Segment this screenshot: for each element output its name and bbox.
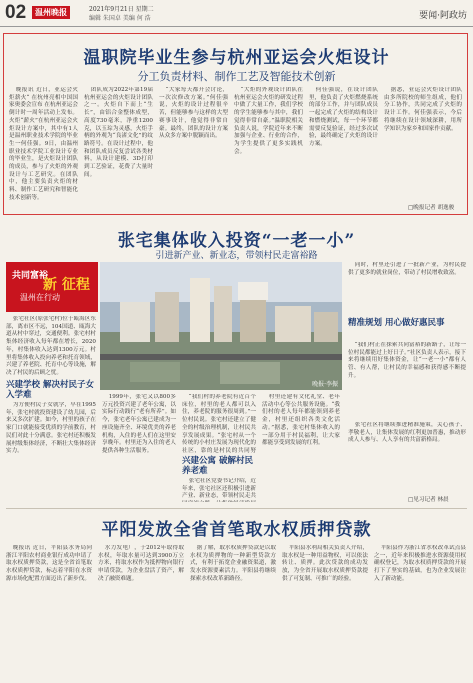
headline-zhangzhai: 张宅集体收入投资“一老一小” [117,231,356,251]
banner-line: 温州在行动 [20,293,60,302]
byline: □晚报记者 胡逸骏 [408,205,455,211]
article-column: 平阳县作为浙江省水权改革试点县之一，近年来积极推进水资源使用权确权登记，为取水权质押贷款的开展打下了坚实的基础，也为企业发展注入了新动能。 [374,545,466,582]
byline: □见习记者 林晨 [408,497,449,503]
masthead [0,0,473,27]
article-column: “大炬的外观设计团队在杭州亚运会火炬的研发过程中做了大量工作，我们学校的学生能够参与其中，我们觉得非常自豪。”温职院相关负责人说，学院近年来不断加强与企业、行业的合作，为学生提供了更多实践机会。 [234,87,303,155]
article-column: 1999年，张宅又以800多万元投资兴建了老年公寓，以实际行动践行“老有所养”。如今，张宅老年公寓已建成为一座设施齐全、环境优美的养老机构，入住的老人们在这里安享晚年。村里还为入住的老人提供各种生活服务。 [102,394,176,454]
article-column: 张宅社区(原张宅村)位于瓯海区东部，离市区不远，104国道、瓯海大道从村中穿过，交通便利。张宅村村集体经济收入每年都在增长，2020年，村集体收入达到1300万元。村里将集体收入投向养老和托育领域，兴建了养老院、托育中心等设施，解决了村民的后顾之忧。 [6,316,96,376]
newspaper-logo: 温州晚报 [32,6,70,19]
article-column: 据悉，亚运会火炬设计团队由多所院校的师生组成，他们分工协作，共同完成了火炬的设计工作。何佳强表示，今后将继续在设计领域深耕，用所学知识为家乡和国家作贡献。 [384,87,462,132]
subhead: 兴建公寓 破解村民养老难 [182,456,253,476]
subheadline-zhangzhai: 引进新产业、新业态，带领村民走富裕路 [155,251,318,261]
article-column: 为方便村民子女就学，早在1995年，张宅村就投资建设了幼儿园，后来又多次扩建。如今，村里的孩子在家门口就能接受优质的学前教育，村民们对此十分满意。张宅村还积极发展村级集体经济，不断壮大集体经济实力。 [6,402,96,455]
article-column: “我们村的养老院有近百个床位，村里的老人都可以入住，养老院的服务很周到。”一位村民说。张宅村还建立了健全的村级治理机制，让村民共享发展成果。“张宅村从一个传统的小村庄发展为现代化的社区，靠的是村民的共同努 [182,394,256,454]
article-column: 张宅社区将继续推进精准施策，关心孩子、孝敬老人，让集体发展的红利更加普惠，推动形成人人参与、人人享有的共富新格局。 [348,422,466,444]
photo-illustration [100,262,342,390]
article-column: 张宅社区党委书记介绍，近年来，张宅社区还积极引进新产业、新业态，带领村民走共 [182,478,256,500]
article-column: 晚报讯 近日，亚运会火炬薪火“ 在杭州亮相中国国家奥委会宣布 在杭州亚运会倒计时一周年活动上发布。火炬“薪火”在杭州亚运会火炬设计方案中，其中有1人是温州职业技术学院的毕业生一何佳强。9日，由温州职业技术学院工业设计专业的毕业生，是火炬设计团队的成员，参与了火炬的外观设计与工艺研究。在团队中，他主要负责火炬的材料、制作工艺研究和智能化技术创新等。 [9,87,78,201]
subheadline-torch-design: 分工负责材料、制作工艺及智能技术创新 [137,70,336,83]
article-column: “大家每天都开会讨论，一次次修改方案。”何佳强说，火炬的设计过程很辛苦，但能够参与这样的大型赛事设计，他觉得非常自豪。最终，团队的设计方案从众多方案中脱颖而出。 [159,87,228,140]
article-column: 平阳县水利局相关负责人介绍，取水权是一种用益物权，可以依法转让、质押。此次贷款的成功发放，为全省开展取水权质押贷款提供了可复制、可推广的经验。 [282,545,368,582]
aerial-photo [100,262,342,390]
banner-line: 新 征程 [43,277,90,293]
article-column: 晚报讯 近日，平阳县水务局向浙江平阳农村商业银行成功申请了取水权质押贷款，这是全省首笔取水权质押贷款，标志着平阳在水资源市场化配置方面迈出了新步伐。 [6,545,92,582]
subhead: 精准规划 用心做好惠民事 [348,318,445,328]
page-number: 02 [5,2,27,23]
article-column: 据了解，取水权质押贷款是以取水权为质押物的一种新型贷款方式，有利于拓宽企业融资渠道，激发水资源要素活力。平阳县将继续探索水权改革新路径。 [190,545,276,582]
banner-line: 共同富裕 [12,271,49,281]
article-column: 同时，村里还引进了一批新产业，为村民提供了更多的就业岗位，带动了村民增收致富。 [348,262,466,276]
issue-date: 2021年9月21日 星期二 [89,6,154,13]
editors-credit: 编辑 朱国卓 美编 何 浩 [89,15,151,22]
divider [6,508,467,509]
headline-torch-design: 温职院毕业生参与杭州亚运会火炬设计 [83,48,390,68]
subhead: 兴建学校 解决村民子女入学难 [6,380,94,400]
headline-water-rights: 平阳发放全省首笔取水权质押贷款 [101,520,372,540]
photo-credit: 晚报·李振 [312,381,338,388]
column-banner [6,262,98,312]
article-column: 何佳强说，在设计团队里，他负责了火炬燃烧系统的部分工作，并与团队成员一起完成了火炬的结构设计和燃烧测试，每一个环节都需要反复验证，经过多次试验，最终确定了火炬的设计方案。 [309,87,378,147]
article-column: 村里还建有文化礼堂、老年活动中心等公共服务设施。“我们村的老人每年都能领到养老金，村里还组织各类文化活动。”据悉，张宅村集体收入的一部分用于村民福利，让大家都能享受到发展的红利。 [262,394,340,447]
article-column: 团队成为2022年第19届杭州亚运会的火炬设计团队之一。火炬自下而上“生长”，由铝合金整体成型，高度730毫米，净重1200克，以玉琮为灵感，火炬手柄的外观为“良渚文化”的纹路符号。在设计过程中，他和团队成员反复尝试各类材料，从设计建模、3D打印到工艺验证，花费了大量时间。 [84,87,153,178]
section-name: 要闻·阿政坊 [419,11,467,21]
article-column: “我们村正在探索共同富裕的新路子，让每一位村民都能过上好日子。”社区负责人表示，接下来将继续用好集体资金，让“一老一小”都有人管、有人帮，让村民的幸福感和获得感不断提升。 [348,342,466,379]
article-column: 水力发电厂，于2012年取得取水权，年取水量可达到3900万立方米，将取水权作为抵押物向银行申请贷款，为企业盘活了资产，解决了融资难题。 [98,545,184,582]
